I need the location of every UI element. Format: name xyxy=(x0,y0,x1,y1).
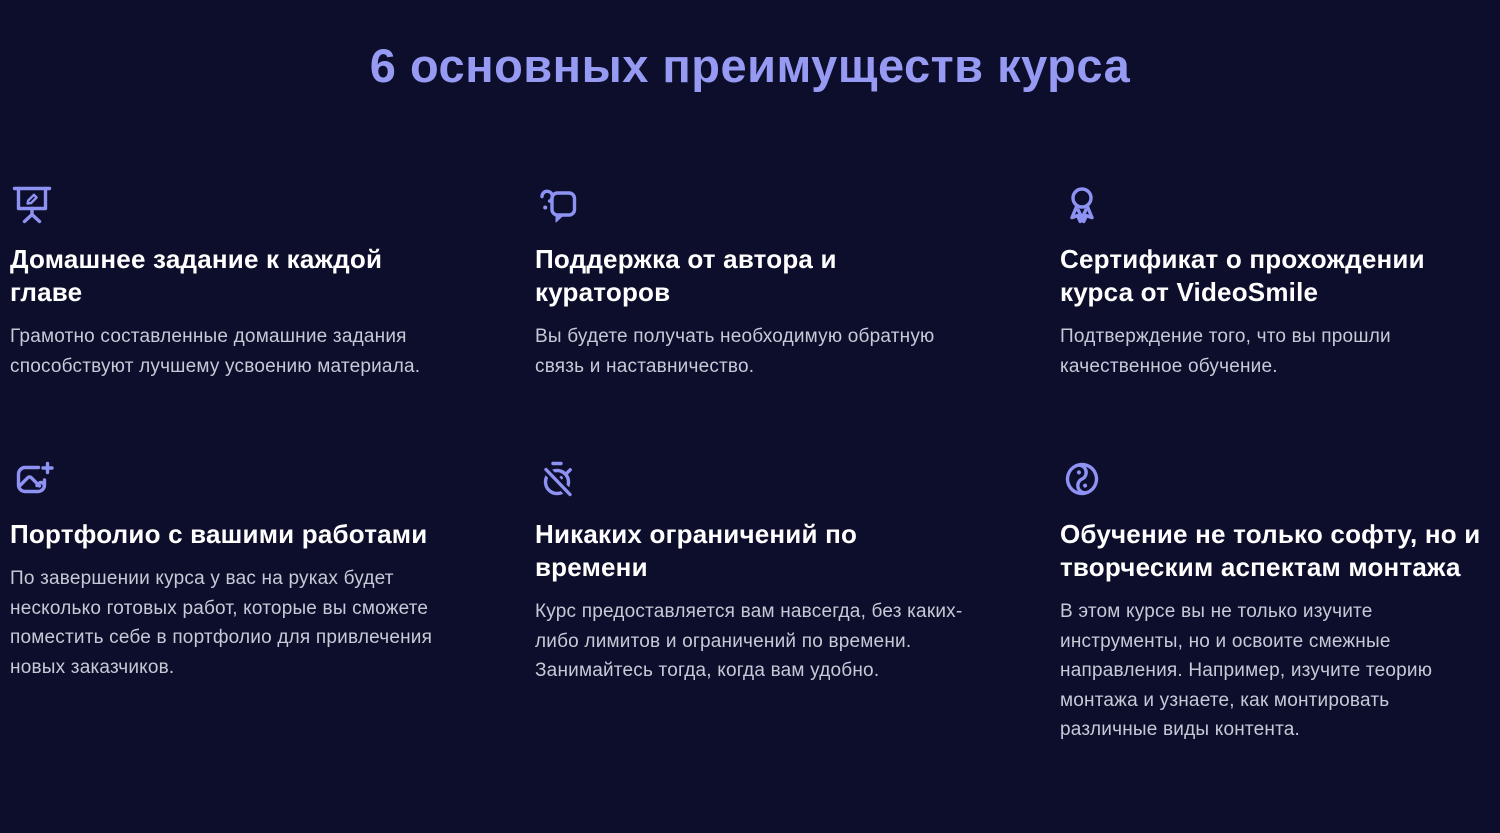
feature-card-creative-editing xyxy=(1060,457,1490,745)
feature-card-portfolio xyxy=(10,457,440,745)
benefits-grid xyxy=(10,182,1490,745)
photo-plus-icon xyxy=(10,457,440,501)
section-title: 6 основных преимуществ курса xyxy=(369,39,1131,92)
feature-card-support xyxy=(535,182,965,381)
award-ribbon-icon xyxy=(1060,182,1490,226)
feature-title: Домашнее задание к каждой главе xyxy=(10,244,383,307)
feature-title: Обучение не только софту, но и творческим аспектам монтажа xyxy=(1060,519,1481,582)
message-question-icon xyxy=(535,182,965,226)
feature-title: Сертификат о прохождении курса от VideoSmile xyxy=(1060,244,1425,307)
yin-yang-icon xyxy=(1060,457,1490,501)
feature-title: Поддержка от автора и кураторов xyxy=(535,244,837,307)
feature-description: Подтверждение того, что вы прошли качественное обучение. xyxy=(1060,326,1391,377)
feature-card-certificate xyxy=(1060,182,1490,381)
stopwatch-off-icon xyxy=(535,457,965,501)
feature-description: В этом курсе вы не только изучите инструменты, но и освоите смежные направления. Например, изучите теорию монтажа и узнаете, как монтировать различные виды контента. xyxy=(1060,601,1433,740)
feature-title: Никаких ограничений по времени xyxy=(535,519,858,582)
feature-description: Вы будете получать необходимую обратную связь и наставничество. xyxy=(535,326,935,377)
presentation-board-edit-icon xyxy=(10,182,440,226)
feature-card-homework xyxy=(10,182,440,381)
feature-title: Портфолио с вашими работами xyxy=(10,519,428,549)
feature-description: Грамотно составленные домашние задания способствуют лучшему усвоению материала. xyxy=(10,326,421,377)
feature-description: По завершении курса у вас на руках будет несколько готовых работ, которые вы сможете поместить себе в портфолио для привлечения новых заказчиков. xyxy=(10,568,433,678)
feature-card-no-time-limit xyxy=(535,457,965,745)
feature-description: Курс предоставляется вам навсегда, без каких-либо лимитов и ограничений по времени. Занимайтесь тогда, когда вам удобно. xyxy=(535,601,963,681)
